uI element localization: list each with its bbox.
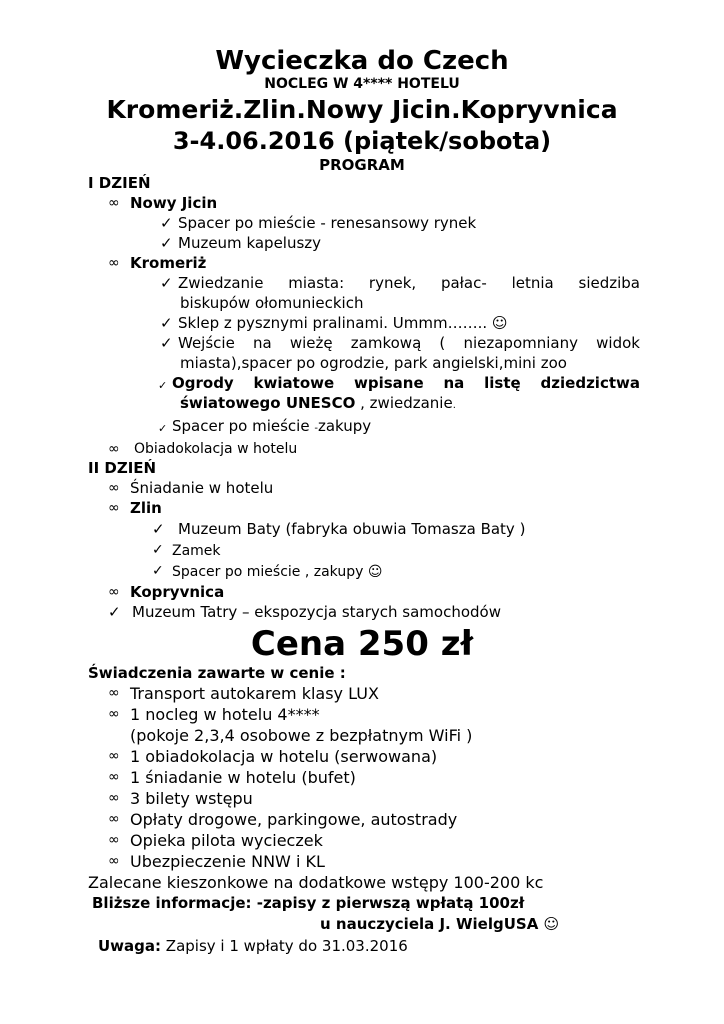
list-item-text: Ubezpieczenie NNW i KL (130, 852, 325, 871)
list-item-text: Opieka pilota wycieczek (130, 831, 323, 850)
list-item (152, 518, 724, 540)
list-item (108, 767, 724, 788)
list-item (108, 602, 724, 622)
list-item-text: 1 śniadanie w hotelu (bufet) (130, 768, 356, 787)
list-item-text: zakupy (317, 417, 372, 435)
dates-heading: 3-4.06.2016 (piątek/sobota) (172, 127, 552, 155)
infinity-bullet-icon: ∞ (108, 811, 120, 827)
list-item (152, 540, 724, 561)
checkmark-icon: ✓ (108, 603, 121, 621)
infinity-bullet-icon: ∞ (108, 500, 120, 516)
infinity-bullet-icon: ∞ (108, 480, 120, 496)
infinity-bullet-icon: ∞ (108, 832, 120, 848)
hotel-subtitle: NOCLEG W 4**** HOTELU (264, 76, 460, 92)
list-item-text: Sklep z pysznymi pralinami. Ummm…….. ☺ (178, 314, 508, 332)
list-item (108, 193, 724, 213)
checkmark-icon: ✓ (152, 542, 164, 558)
note-text: Zapisy i 1 wpłaty do 31.03.2016 (161, 937, 408, 955)
infinity-bullet-icon: ∞ (108, 706, 120, 722)
list-item-text: 3 bilety wstępu (130, 789, 253, 808)
checkmark-icon: ✓ (152, 520, 165, 538)
list-item (152, 561, 724, 582)
list-item-text: światowego UNESCO (180, 394, 356, 412)
list-item (108, 582, 724, 602)
program-heading: PROGRAM (319, 156, 405, 174)
list-item-text: Zamek (172, 543, 221, 559)
list-item (130, 725, 724, 746)
checkmark-icon: ✓ (158, 379, 168, 392)
checkmark-icon: ✓ (160, 334, 173, 352)
infinity-bullet-icon: ∞ (108, 769, 120, 785)
list-item-text: miasta),spacer po ogrodzie, park angielski,mini zoo (180, 354, 567, 372)
list-item-text: (pokoje 2,3,4 osobowe z bezpłatnym WiFi ) (130, 726, 473, 745)
checkmark-icon: ✓ (160, 234, 173, 252)
list-item-text: , zwiedzanie (355, 394, 453, 412)
infinity-bullet-icon: ∞ (108, 748, 120, 764)
list-item (160, 313, 724, 333)
list-item (108, 253, 724, 273)
list-item (108, 851, 724, 872)
list-item (160, 333, 640, 373)
checkmark-icon: ✓ (160, 214, 173, 232)
document-title: Wycieczka do Czech (215, 46, 509, 76)
city-kromeriz: Kromeriż (130, 254, 207, 272)
list-item-text: Opłaty drogowe, parkingowe, autostrady (130, 810, 458, 829)
list-item-text: Wejście na wieżę zamkową ( niezapomniany widok (178, 334, 640, 352)
infinity-bullet-icon: ∞ (108, 685, 120, 701)
city-kopryvnica: Kopryvnica (130, 583, 225, 601)
infinity-bullet-icon: ∞ (108, 584, 120, 600)
infinity-bullet-icon: ∞ (108, 441, 120, 457)
note-line (98, 935, 724, 957)
pocket-money-note: Zalecane kieszonkowe na dodatkowe wstępy 100-200 kc (88, 873, 544, 892)
list-item (108, 830, 724, 851)
list-item-text: . (452, 400, 456, 411)
list-item-text: Zwiedzanie miasta: rynek, pałac- letnia siedziba (178, 274, 640, 292)
list-item (108, 746, 724, 767)
day1-heading: I DZIEŃ (88, 174, 151, 192)
list-item-text: Ogrody kwiatowe wpisane na listę dziedzictwa (172, 374, 640, 392)
city-nowy-jicin: Nowy Jicin (130, 194, 218, 212)
infinity-bullet-icon: ∞ (108, 853, 120, 869)
list-item (108, 683, 724, 704)
checkmark-icon: ✓ (160, 314, 173, 332)
checkmark-icon: ✓ (160, 274, 173, 292)
list-item (108, 704, 724, 725)
list-item-text: Muzeum kapeluszy (178, 234, 322, 252)
list-item (108, 478, 724, 498)
info-line-2: u nauczyciela J. WielgUSA ☺ (320, 915, 560, 933)
day2-heading: II DZIEŃ (88, 459, 157, 477)
list-item-text: Transport autokarem klasy LUX (130, 684, 379, 703)
city-zlin: Zlin (130, 499, 162, 517)
checkmark-icon: ✓ (152, 563, 164, 579)
list-item (158, 373, 640, 416)
places-heading: Kromeriż.Zlin.Nowy Jicin.Kopryvnica (106, 95, 618, 124)
list-item (108, 788, 724, 809)
list-item-text: Muzeum Tatry – ekspozycja starych samochodów (132, 603, 501, 621)
infinity-bullet-icon: ∞ (108, 790, 120, 806)
checkmark-icon: ✓ (158, 422, 168, 435)
list-item-text: Obiadokolacja w hotelu (134, 441, 298, 457)
included-heading: Świadczenia zawarte w cenie : (88, 664, 346, 682)
list-item-text: Spacer po mieście - renesansowy rynek (178, 214, 477, 232)
list-item (108, 498, 724, 518)
list-item (108, 809, 724, 830)
list-item (108, 439, 724, 459)
list-item-text: Muzeum Baty (fabryka obuwia Tomasza Baty ) (178, 520, 526, 538)
note-label: Uwaga: (98, 937, 162, 955)
info-line-1: Bliższe informacje: -zapisy z pierwszą wpłatą 100zł (92, 894, 525, 912)
list-item-text: Śniadanie w hotelu (130, 479, 274, 497)
list-item-text: Spacer po mieście , zakupy ☺ (172, 564, 383, 580)
price-heading: Cena 250 zł (250, 624, 474, 664)
list-item (158, 416, 724, 439)
list-item-text: biskupów ołomunieckich (180, 294, 364, 312)
list-item (160, 233, 724, 253)
infinity-bullet-icon: ∞ (108, 255, 120, 271)
list-item-text: Spacer po mieście (172, 417, 315, 435)
list-item-text: 1 nocleg w hotelu 4**** (130, 705, 320, 724)
list-item-text: 1 obiadokolacja w hotelu (serwowana) (130, 747, 438, 766)
list-item (160, 273, 640, 313)
list-item (160, 213, 724, 233)
list-item-text: - (314, 423, 318, 434)
infinity-bullet-icon: ∞ (108, 195, 120, 211)
